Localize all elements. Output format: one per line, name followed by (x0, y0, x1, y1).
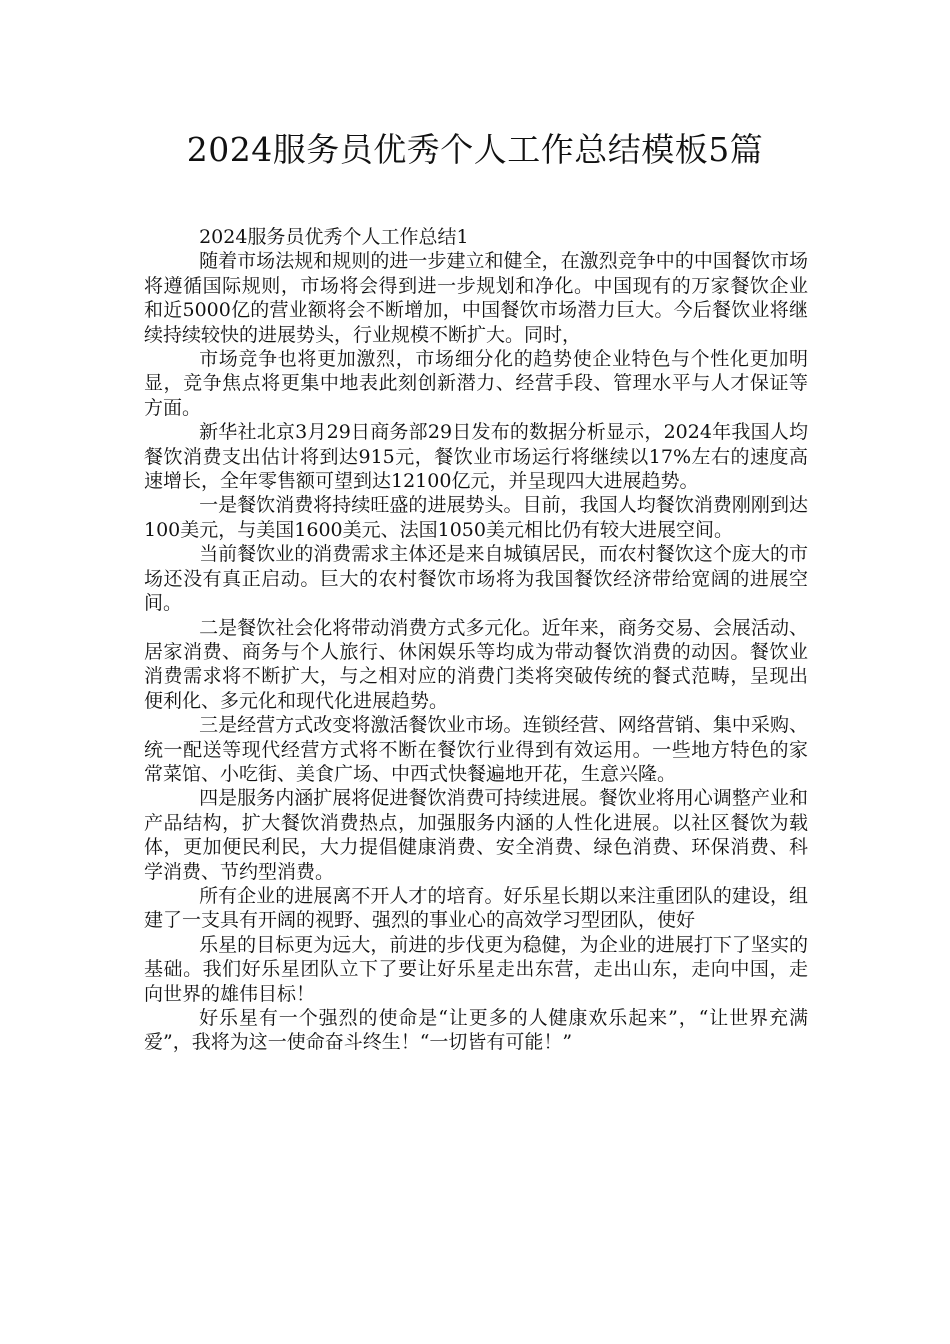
paragraph-6: 二是餐饮社会化将带动消费方式多元化。近年来，商务交易、会展活动、居家消费、商务与个人旅行、休闲娱乐等均成为带动餐饮消费的动因。餐饮业消费需求将不断扩大，与之相对应的消费门类将突破传统的餐式范畴，呈现出便利化、多元化和现代化进展趋势。 (144, 616, 808, 712)
paragraph-11: 好乐星有一个强烈的使命是“让更多的人健康欢乐起来”，“让世界充满爱”，我将为这一使命奋斗终生！“一切皆有可能！” (144, 1007, 808, 1054)
paragraph-7: 三是经营方式改变将激活餐饮业市场。连锁经营、网络营销、集中采购、统一配送等现代经营方式将不断在餐饮行业得到有效运用。一些地方特色的家常菜馆、小吃街、美食广场、中西式快餐遍地开花，生意兴隆。 (144, 714, 808, 785)
paragraph-3: 新华社北京3月29日商务部29日发布的数据分析显示，2024年我国人均餐饮消费支出估计将到达915元，餐饮业市场运行将继续以17%左右的速度高速增长，全年零售额可望到达12100亿元，并呈现四大进展趋势。 (144, 421, 808, 493)
paragraph-4: 一是餐饮消费将持续旺盛的进展势头。目前，我国人均餐饮消费刚刚到达100美元，与美国1600美元、法国1050美元相比仍有较大进展空间。 (144, 494, 808, 541)
paragraph-9: 所有企业的进展离不开人才的培育。好乐星长期以来注重团队的建设，组建了一支具有开阔的视野、强烈的事业心的高效学习型团队，使好 (144, 884, 808, 932)
paragraph-2: 市场竞争也将更加激烈，市场细分化的趋势使企业特色与个性化更加明显，竞争焦点将更集中地表此刻创新潜力、经营手段、管理水平与人才保证等方面。 (144, 348, 808, 419)
document-body (144, 225, 808, 1055)
paragraph-10: 乐星的目标更为远大，前进的步伐更为稳健，为企业的进展打下了坚实的基础。我们好乐星团队立下了要让好乐星走出东营，走出山东，走向中国，走向世界的雄伟目标！ (144, 933, 808, 1005)
section-heading: 2024服务员优秀个人工作总结1 (199, 226, 469, 248)
paragraph-5: 当前餐饮业的消费需求主体还是来自城镇居民，而农村餐饮这个庞大的市场还没有真正启动。巨大的农村餐饮市场将为我国餐饮经济带给宽阔的进展空间。 (144, 543, 808, 615)
paragraph-1: 随着市场法规和规则的进一步建立和健全，在激烈竞争中的中国餐饮市场将遵循国际规则，市场将会得到进一步规划和净化。中国现有的万家餐饮企业和近5000亿的营业额将会不断增加，中国餐饮市场潜力巨大。今后餐饮业将继续持续较快的进展势头，行业规模不断扩大。同时， (144, 250, 808, 346)
paragraph-8: 四是服务内涵扩展将促进餐饮消费可持续进展。餐饮业将用心调整产业和产品结构，扩大餐饮消费热点，加强服务内涵的人性化进展。以社区餐饮为载体，更加便民利民，大力提倡健康消费、安全消费、绿色消费、环保消费、科学消费、节约型消费。 (144, 787, 808, 883)
document-title: 2024服务员优秀个人工作总结模板5篇 (186, 130, 764, 169)
